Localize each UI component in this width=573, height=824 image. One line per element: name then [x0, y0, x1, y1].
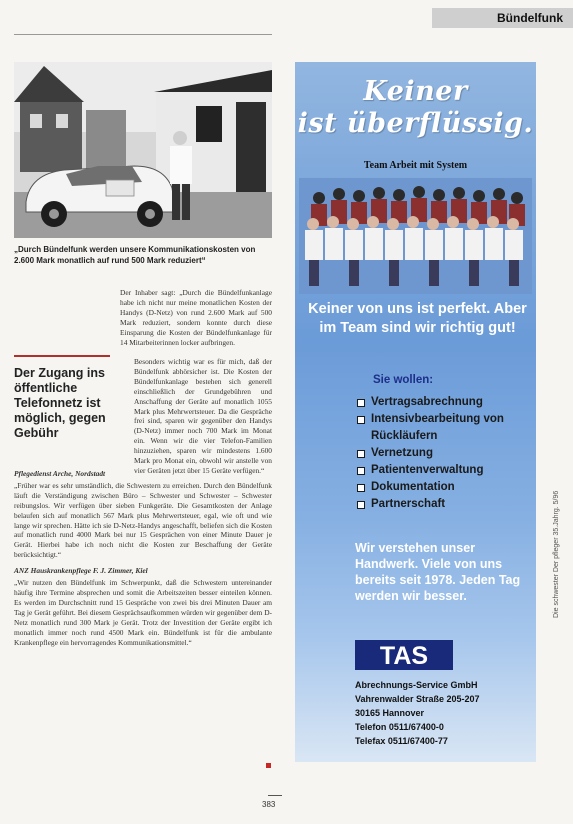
- pullquote-rule: [14, 355, 110, 357]
- ad-service-item: [357, 479, 533, 496]
- ad-service-item: [357, 394, 533, 411]
- ad-services-heading: Sie wollen:: [373, 374, 434, 386]
- ad-services-list: [357, 394, 533, 513]
- article-text-top: [120, 288, 272, 347]
- top-rule: [14, 34, 272, 35]
- ad-team-tagline: Team Arbeit mit System: [363, 160, 468, 171]
- ad-headline-line: Keiner: [363, 76, 468, 107]
- ad-headline-line: ist überflüssig.: [297, 108, 534, 139]
- ad-service-label: Dokumentation: [371, 481, 455, 493]
- ad-city: 30165 Hannover: [355, 708, 425, 718]
- checkbox-icon: [357, 467, 365, 475]
- article-photo-illustration: [14, 62, 272, 238]
- checkbox-icon: [357, 450, 365, 458]
- ad-claim: Keiner von uns ist perfekt. Aber im Team sind wir richtig gut!: [308, 301, 527, 336]
- ad-headline: [295, 76, 536, 140]
- ad-company: Abrechnungs-Service GmbH: [355, 680, 478, 690]
- ad-service-item: [357, 496, 533, 513]
- ad-service-item: [357, 462, 533, 479]
- section-tab: [432, 8, 573, 28]
- team-photo: [299, 178, 532, 294]
- article-photo: [14, 62, 272, 238]
- ad-closing: Wir verstehen unser Handwerk. Viele von uns bereits seit 1978. Jeden Tag werden wir besser.: [355, 541, 521, 603]
- article-text-middle: [134, 357, 272, 476]
- checkbox-icon: [357, 416, 365, 424]
- pullquote: Der Zugang ins öffentliche Telefonnetz ist möglich, gegen Gebühr: [14, 366, 106, 440]
- tas-logo-icon: [355, 640, 453, 670]
- ad-service-item: [357, 411, 533, 445]
- checkbox-icon: [357, 501, 365, 509]
- advertisement: [295, 62, 536, 762]
- photo-caption: „Durch Bündelfunk werden unsere Kommunikationskosten von 2.600 Mark monatlich auf rund 500 Mark reduziert“: [14, 245, 256, 265]
- tas-logo: [355, 640, 453, 670]
- end-mark: [266, 763, 271, 768]
- ad-service-label: Partnerschaft: [371, 498, 446, 510]
- article-paragraph: „Wir nutzen den Bündelfunk im Schwerpunkt, daß die Schwestern untereinander häufig ihre Termine absprechen und somit die Arbeitszeiten besser einteilen können. Es werden im Durchschnitt rund 15 Gespräche von zwei bis drei Minuten Dauer am Tag je Gerät geführt. Bei diesem Gesprächsaufkommen würden wir gegenüber dem D-Netz monatlich rund 300 Mark je Gerät. Trotz der Investition der Geräte ergibt ich monatlich immer noch rund 4500 Mark ein. Bündelfunk ist für die ambulante Krankenpflege ein hervorragendes Kommunikationsmittel.“: [14, 578, 272, 647]
- side-credit: Die schwester Der pfleger 35.Jahrg. 5/96: [553, 490, 560, 618]
- team-photo-illustration: [299, 178, 532, 294]
- ad-street: Vahrenwalder Straße 205-207: [355, 694, 480, 704]
- ad-phone: Telefon 0511/67400-0: [355, 722, 444, 732]
- ad-service-label: Vernetzung: [371, 447, 433, 459]
- tas-logo-text: TAS: [379, 642, 429, 670]
- article-paragraph: Der Inhaber sagt: „Durch die Bündelfunkanlage habe ich nicht nur meine monatlichen Kosten der Handys (D-Netz) von rund 2.600 Mark auf 500 Mark reduziert, sondern konnte durch diese Einsparung die Kosten der Bündelfunkanlage für 14 Mitarbeiterinnen locker aufbringen.: [120, 288, 272, 347]
- article-subhead: Pflegedienst Arche, Nordstadt: [14, 469, 106, 478]
- page-number: 383: [262, 800, 276, 809]
- page-number-rule: [268, 795, 282, 796]
- article-text-bottom: [14, 463, 272, 647]
- article-paragraph: „Früher war es sehr umständlich, die Schwestern zu erreichen. Durch den Bündelfunk läuft die Verständigung zwischen Büro – Schwester und Schwester – Schwester reibungslos. Wir verfügen über sieben Funkgeräte. Die Gesamtkosten der Anlage belaufen sich auf monatlich 567 Mark plus Mehrwertsteuer, egal, wie oft und wie lange wir sprechen. Hätte ich sie D-Netz-Handys angeschafft, beliefen sich die Kosten auf monatlich rund 4000 Mark bei nur 15 Gesprächen von einer Minute Dauer je Gerät. Hierbei habe ich noch nicht die Kosten zur Beschaffung der Geräte berücksichtigt.“: [14, 480, 272, 560]
- ad-service-item: [357, 445, 533, 462]
- checkbox-icon: [357, 399, 365, 407]
- ad-address: [355, 678, 531, 748]
- ad-service-label: Patientenverwaltung: [371, 464, 484, 476]
- ad-fax: Telefax 0511/67400-77: [355, 736, 448, 746]
- article-paragraph: Besonders wichtig war es für mich, daß der Bündelfunk abhörsicher ist. Die Kosten der Bündelfunkanlage bestehen sich generell einschließlich der Grundgebühren und Anschaffung der Geräte auf monatlich 1055 Mark plus Mehrwertsteuer. Da die Gespräche frei sind, sparen wir gegenüber den Handys (D-Netz) immer noch 700 Mark im Monat ein. Wenn wir die vier Telefon-Familien hinzuziehen, sparen wir mindestens 1.600 Mark pro Monat ein, obwohl wir anstelle von vier Geräten jetzt über 15 Geräte verfügen.“: [134, 357, 272, 475]
- ad-service-label: Intensivbearbeitung von Rückläufern: [371, 413, 504, 442]
- section-title: Bündelfunk: [497, 11, 563, 25]
- article-subhead: ANZ Hauskrankenpflege F. J. Zimmer, Kiel: [14, 566, 148, 576]
- checkbox-icon: [357, 484, 365, 492]
- ad-service-label: Vertragsabrechnung: [371, 396, 483, 408]
